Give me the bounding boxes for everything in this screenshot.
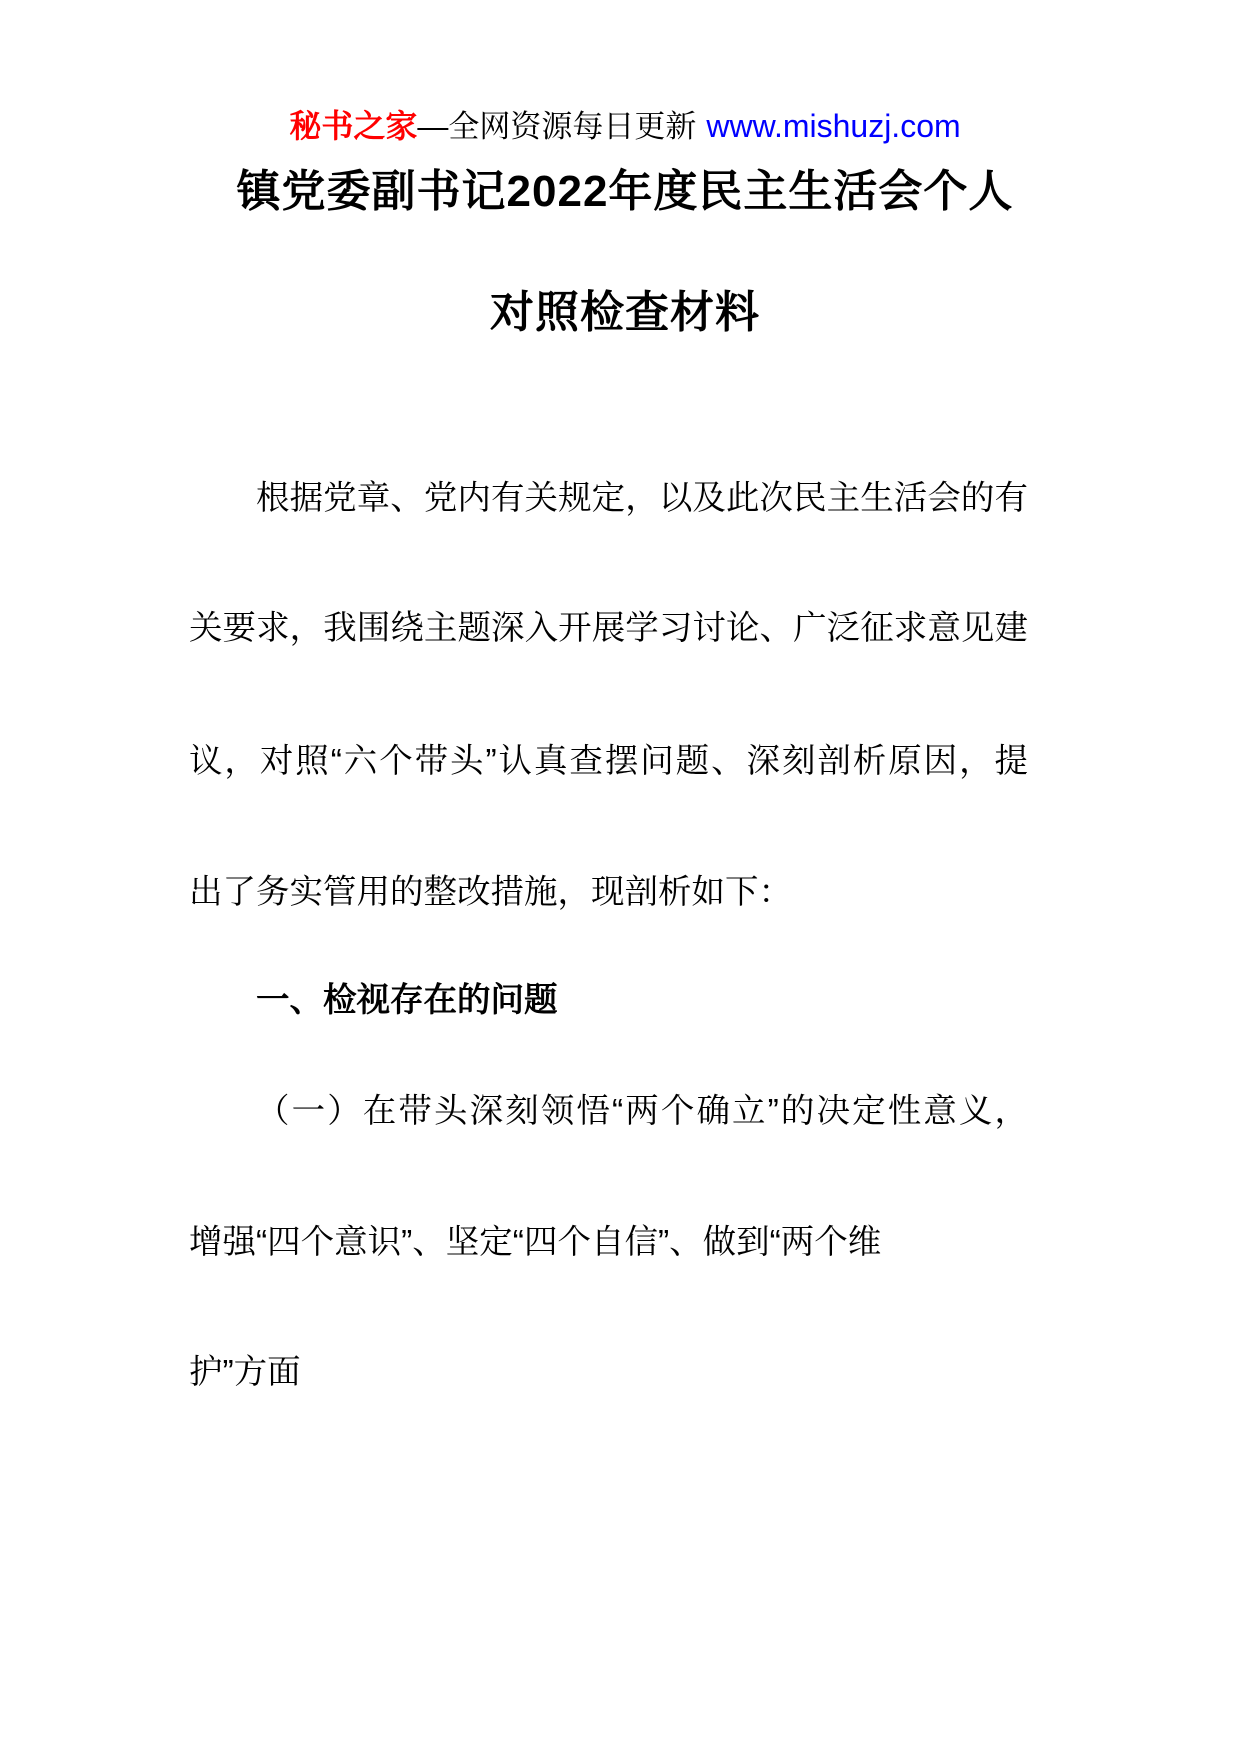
- section-heading: 一、检视存在的问题: [256, 982, 558, 1019]
- document-title-line-1: 镇党委副书记2022年度民主生活会个人: [236, 167, 1014, 216]
- intro-paragraph-line: 关要求，我围绕主题深入开展学习讨论、广泛征求意见建: [189, 610, 1028, 647]
- intro-paragraph-line: 出了务实管用的整改措施，现剖析如下：: [189, 874, 792, 911]
- document-title-line-2: 对照检查材料: [490, 288, 760, 337]
- intro-paragraph-line: 议，对照“六个带头”认真查摆问题、深刻剖析原因，提: [189, 743, 1028, 780]
- subsection-paragraph-line: 护”方面: [189, 1354, 301, 1391]
- intro-paragraph-line: 根据党章、党内有关规定，以及此次民主生活会的有: [256, 480, 1028, 517]
- site-banner: [10, 104, 1240, 148]
- subsection-paragraph-line: （一）在带头深刻领悟“两个确立”的决定性意义，: [256, 1093, 1028, 1130]
- subsection-paragraph-line: 增强“四个意识”、坚定“四个自信”、做到“两个维: [189, 1224, 882, 1261]
- brand-name: 秘书之家: [289, 108, 418, 144]
- banner-tagline: —全网资源每日更新: [417, 109, 697, 144]
- website-url: www.mishuzj.com: [706, 108, 961, 144]
